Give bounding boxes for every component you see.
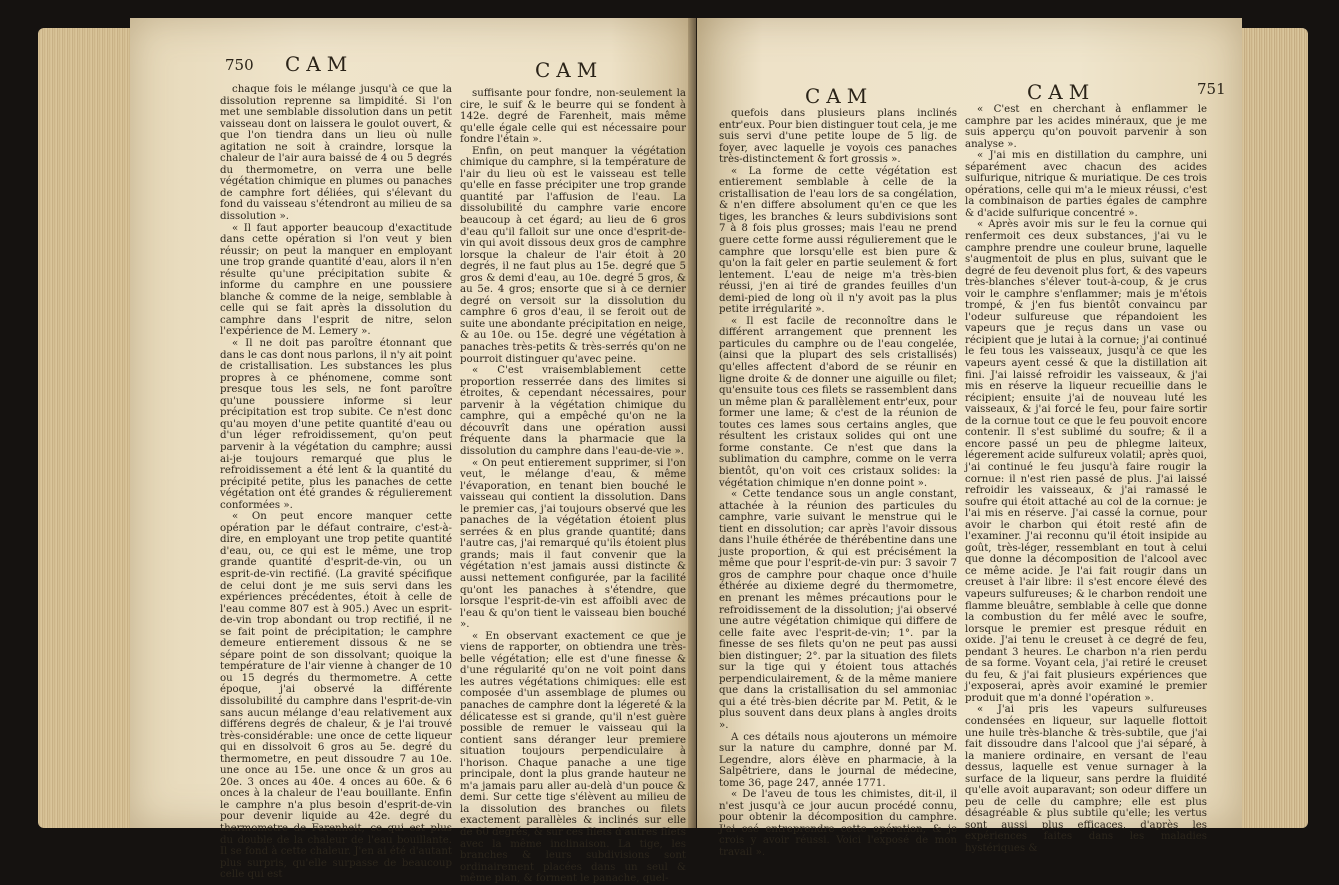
running-head-left-2: CAM <box>535 58 604 82</box>
paragraph: « J'ai pris les vapeurs sulfureuses condensées en liqueur, sur laquelle flottoit une huile très-blanche & très-subtile, que j'ai fait dissoudre dans l'alcool que j'ai séparé, à la maniere ordinaire, en versant de l'eau dessus, laquelle est venue surnager à la surface de la liqueur, sans perdre la fluidité qu'elle avoit auparavant; son odeur differe un peu de celle du camphre; elle est plus désagréable & plus subtile qu'elle; les vertus sont aussi plus efficaces, d'après les expériences faites dans les maladies hystériques & <box>965 704 1207 854</box>
paragraph: « Cette tendance sous un angle constant, attachée à la réunion des particules du camphre, varie suivant le menstrue qui le tient en dissolution; car après l'avoir dissous dans l'huile éthérée de thérébentine dans une juste proportion, & qui est précisément la même que pour l'esprit-de-vin pur: 3 savoir 7 gros de camphre pour chaque once d'huile éthérée au dixieme degré du thermometre, en prenant les mêmes précautions pour le refroidissement de la dissolution; j'ai observé une autre végétation chimique qui differe de celle faite avec l'esprit-de-vin; 1°. par la finesse de ses filets qu'on ne peut pas aussi bien distinguer; 2°. par la situation des filets sur la tige qui y étoient tous attachés perpendiculairement, & de la même maniere que dans la cristallisation du sel ammoniac qui a été très-bien décrite par M. Petit, & le plus souvent dans deux plans à angles droits ». <box>719 489 957 731</box>
paragraph: quefois dans plusieurs plans inclinés entr'eux. Pour bien distinguer tout cela, je me suis servi d'une petite loupe de 5 lig. de foyer, avec laquelle je voyois ces panaches très-distinctement & fort grossis ». <box>719 108 957 166</box>
paragraph: Enfin, on peut manquer la végétation chimique du camphre, si la température de l'air du lieu où est le vaisseau est telle qu'elle en fasse précipiter une trop grande quantité par l'affusion de l'eau. La dissolubilité du camphre varie encore beaucoup à cet égard; au lieu de 6 gros d'eau qu'il falloit sur une once d'esprit-de-vin qui avoit dissous deux gros de camphre lorsque la chaleur de l'air étoit à 20 degrés, il ne faut plus au 15e. degré que 5 gros & demi d'eau, au 10e. degré 5 gros, & au 5e. 4 gros; ensorte que si à ce dernier degré on versoit sur la dissolution du camphre 6 gros d'eau, il se feroit out de suite une abondante précipitation en neige, & au 10e. ou 15e. degré une végétation à panaches très-petits & très-serrés qu'on ne pourroit distinguer qu'avec peine. <box>460 145 686 365</box>
running-head-right-2: CAM <box>1027 80 1096 104</box>
page-number-right: 751 <box>1197 80 1226 98</box>
paragraph: « C'est en cherchant à enflammer le camphre par les acides minéraux, que je me suis apperçu qu'on pouvoit parvenir à son analyse ». <box>965 104 1207 150</box>
right-page-column-1 <box>719 108 957 858</box>
paragraph: « Il ne doit pas paroître étonnant que dans le cas dont nous parlons, il n'y ait point de cristallisation. Les substances les plus propres à ce phénomene, comme sont presque tous les sels, ne font paroître qu'une poussiere informe si leur précipitation est trop subite. Ce n'est donc qu'au moyen d'une petite quantité d'eau ou d'un léger refroidissement, qu'on peut parvenir à la végétation du camphre; aussi ai-je toujours remarqué que plus le refroidissement a été lent & la quantité du précipité petite, plus les panaches de cette végétation ont été grandes & régulierement conformées ». <box>220 338 452 511</box>
paragraph: « On peut entierement supprimer, si l'on veut, le mélange d'eau, & même l'évaporation, en tenant bien bouché le vaisseau qui contient la dissolution. Dans le premier cas, j'ai toujours observé que les panaches de la végétation étoient plus serrées & en plus grande quantité; dans l'autre cas, j'ai remarqué qu'ils étoient plus grands; mais il faut convenir que la végétation n'est jamais aussi distincte & aussi nettement configurée, par la facilité qu'ont les panaches à s'étendre, que lorsque l'esprit-de-vin est affoibli avec de l'eau & qu'on tient le vaisseau bien bouché ». <box>460 457 686 631</box>
paragraph: suffisante pour fondre, non-seulement la cire, le suif & le beurre qui se fondent à 142e. degré de Farenheit, mais même qu'elle égale celle qui est nécessaire pour fondre l'étain ». <box>460 88 686 146</box>
right-page-column-2 <box>965 104 1207 854</box>
right-page <box>697 18 1242 858</box>
left-page <box>130 18 696 885</box>
paragraph: « C'est vraisemblablement cette proportion resserrée dans des limites si étroites, & cependant nécessaires, pour parvenir à la végétation chimique du camphre, qui a empêché qu'on ne la découvrît dans une opération aussi fréquente dans la pharmacie que la dissolution du camphre dans l'eau-de-vie ». <box>460 365 686 457</box>
left-page-column-1 <box>220 84 452 881</box>
paragraph: « J'ai mis en distillation du camphre, uni séparément avec chacun des acides sulfurique, nitrique & muriatique. De ces trois opérations, celle qui m'a le mieux réussi, c'est la combinaison de parties égales de camphre & d'acide sulfurique concentré ». <box>965 150 1207 219</box>
paragraph: « On peut encore manquer cette opération par le défaut contraire, c'est-à-dire, en employant une trop petite quantité d'eau, ou, ce qui est le même, une trop grande quantité d'esprit-de-vin, ou un esprit-de-vin rectifié. (La gravité spécifique de celui dont je me suis servi dans les expériences précédentes, étoit à celle de l'eau comme 807 est à 905.) Avec un esprit-de-vin trop abondant ou trop rectifié, il ne se fait point de précipitation; le camphre demeure entierement dissous & ne se sépare point de son dissolvant; quoique la température de l'air vienne à changer de 10 ou 15 degrés du thermometre. A cette époque, j'ai observé la différente dissolubilité du camphre dans l'esprit-de-vin sans aucun mélange d'eau relativement aux différens degrés de chaleur, & je l'ai trouvé très-considérable: une once de cette liqueur qui en dissolvoit 6 gros au 5e. degré du thermometre, en peut dissoudre 7 au 10e. une once au 15e. une once & un gros au 20e. 3 onces au 40e. 4 onces au 60e. & 6 onces à la chaleur de l'eau bouillante. Enfin le camphre n'a plus besoin d'esprit-de-vin pour devenir liquide au 42e. degré du thermometre de Farenheit, ce qui est plus du double de la chaleur de l'eau bouillante. Il se fond à cette chaleur. J'en ai été d'autant plus surpris, qu'elle surpasse de beaucoup celle qui est <box>220 511 452 881</box>
paragraph: « De l'aveu de tous les chimistes, dit-il, il n'est jusqu'à ce jour aucun procédé connu, pour obtenir la décomposition du camphre. J'ai osé entreprendre cette opération, & je crois y avoir réussi. Voici l'exposé de mon travail ». <box>719 789 957 858</box>
paragraph: chaque fois le mélange jusqu'à ce que la dissolution reprenne sa limpidité. Si l'on met une semblable dissolution dans un petit vaisseau dont on laissera le goulot ouvert, & que l'on tiendra dans un lieu où nulle agitation ne soit à craindre, lorsque la chaleur de l'air aura baissé de 4 ou 5 degrés du thermometre, on verra une belle végétation chimique en plumes ou panaches de camphre fort déliées, qui s'élevant du fond du vaisseau s'étendront au milieu de sa dissolution ». <box>220 84 452 223</box>
page-number-left: 750 <box>225 56 254 74</box>
paragraph: « La forme de cette végétation est entierement semblable à celle de la cristallisation de l'eau lors de sa congélation, & n'en differe absolument qu'en ce que les tiges, les branches & leurs subdivisions sont 7 à 8 fois plus grosses; mais l'eau ne prend guere cette forme aussi régulierement que le camphre que lorsqu'elle est bien pure & qu'on la fait geler en partie seulement & fort lentement. L'eau de neige m'a très-bien réussi, j'en ai tiré de grandes feuilles d'un demi-pied de long où il n'y avoit pas la plus petite irrégularité ». <box>719 165 957 316</box>
left-page-column-2 <box>460 88 686 885</box>
running-head-right-1: CAM <box>805 84 874 108</box>
paragraph: « Il faut apporter beaucoup d'exactitude dans cette opération si l'on veut y bien réussir; on peut la manquer en employant une trop grande quantité d'eau, alors il n'en résulte qu'une précipitation subite & informe du camphre en une poussiere blanche & comme de la neige, semblable à celle qui se fait après la dissolution du camphre dans l'esprit de nitre, selon l'expérience de M. Lemery ». <box>220 222 452 338</box>
paragraph: « Il est facile de reconnoître dans le différent arrangement que prennent les particules du camphre ou de l'eau congelée, (ainsi que la plupart des sels cristallisés) qu'elles affectent d'abord de se réunir en ligne droite & de donner une aiguille ou filet; qu'ensuite tous ces filets se rassemblent dans un même plan & parallèlement entr'eux, pour former une lame; & c'est de la réunion de toutes ces lames sous certains angles, que résultent les cristaux solides qui ont une forme constante. Ce n'est que dans la sublimation du camphre, comme on le verra bientôt, qu'on voit ces cristaux solides: la végétation chimique n'en donne point ». <box>719 315 957 489</box>
paragraph: A ces détails nous ajouterons un mémoire sur la nature du camphre, donné par M. Legendre, alors élève en pharmacie, à la Salpêtriere, dans le journal de médecine, tome 36, page 247, année 1771. <box>719 731 957 789</box>
paragraph: « Après avoir mis sur le feu la cornue qui renfermoit ces deux substances, j'ai vu le camphre prendre une couleur brune, laquelle s'augmentoit de plus en plus, suivant que le degré de feu devenoit plus fort, & des vapeurs très-blanches s'élever tout-à-coup, & je crus voir le camphre s'enflammer; mais je m'étois trompé, & j'en fus bientôt convaincu par l'odeur sulfureuse que répandoient les vapeurs que je reçus dans un vase ou récipient que je lutai à la cornue; j'ai continué le feu tous les vaisseaux, jusqu'à ce que les vapeurs ayent cessé & que la distillation ait fini. J'ai laissé refroidir les vaisseaux, & j'ai mis en réserve la liqueur recueillie dans le récipient; ensuite j'ai de nouveau luté les vaisseaux, & j'ai forcé le feu, pour faire sortir de la cornue tout ce que le feu pouvoit encore contenir. Il s'est sublimé du soufre; & il a encore passé un peu de phlegme laiteux, légerement acide sulfureux volatil; après quoi, j'ai continué le feu jusqu'à faire rougir la cornue: il n'est rien passé de plus. J'ai laissé refroidir les vaisseaux, & j'ai ramassé le soufre qui étoit attaché au col de la cornue: je l'ai mis en réserve. J'ai cassé la cornue, pour avoir le charbon qui étoit resté afin de l'examiner. J'ai reconnu qu'il étoit insipide au goût, très-léger, ressemblant en tout à celui que donne la décomposition de l'alcool avec ce même acide. Je l'ai fait rougir dans un creuset à l'air libre: il s'est encore élevé des vapeurs sulfureuses; & le charbon rendoit une flamme bleuâtre, semblable à celle que donne la combustion du fer mêlé avec le soufre, lorsque le premier est presque réduit en oxide. J'ai tenu le creuset à ce degré de feu, pendant 3 heures. Le charbon n'a rien perdu de sa forme. Voyant cela, j'ai retiré le creuset du feu, & j'ai fait plusieurs expériences que j'exposerai, après avoir examiné le premier produit que m'a donné l'opération ». <box>965 219 1207 704</box>
left-page-edges <box>38 28 138 828</box>
running-head-left-1: CAM <box>285 52 354 76</box>
paragraph: « En observant exactement ce que je viens de rapporter, on obtiendra une très-belle végétation; elle est d'une finesse & d'une régularité qu'on ne voit point dans les autres végétations chimiques: elle est composée d'un assemblage de plumes ou panaches de camphre dont la légereté & la délicatesse est si grande, qu'il n'est guère possible de remuer le vaisseau qui la contient sans déranger leur premiere situation toujours perpendiculaire à l'horison. Chaque panache a une tige principale, dont la plus grande hauteur ne m'a jamais paru aller au-delà d'un pouce & demi. Sur cette tige s'élèvent au milieu de la dissolution des branches ou filets exactement parallèles & inclinés sur elle de 60 degrés, & sur ces filets d'autres filets avec la même inclinaison. La tige, les branches & leurs subdivisions sont ordinairement placées dans un seul & même plan, & forment le panache, quel- <box>460 630 686 885</box>
